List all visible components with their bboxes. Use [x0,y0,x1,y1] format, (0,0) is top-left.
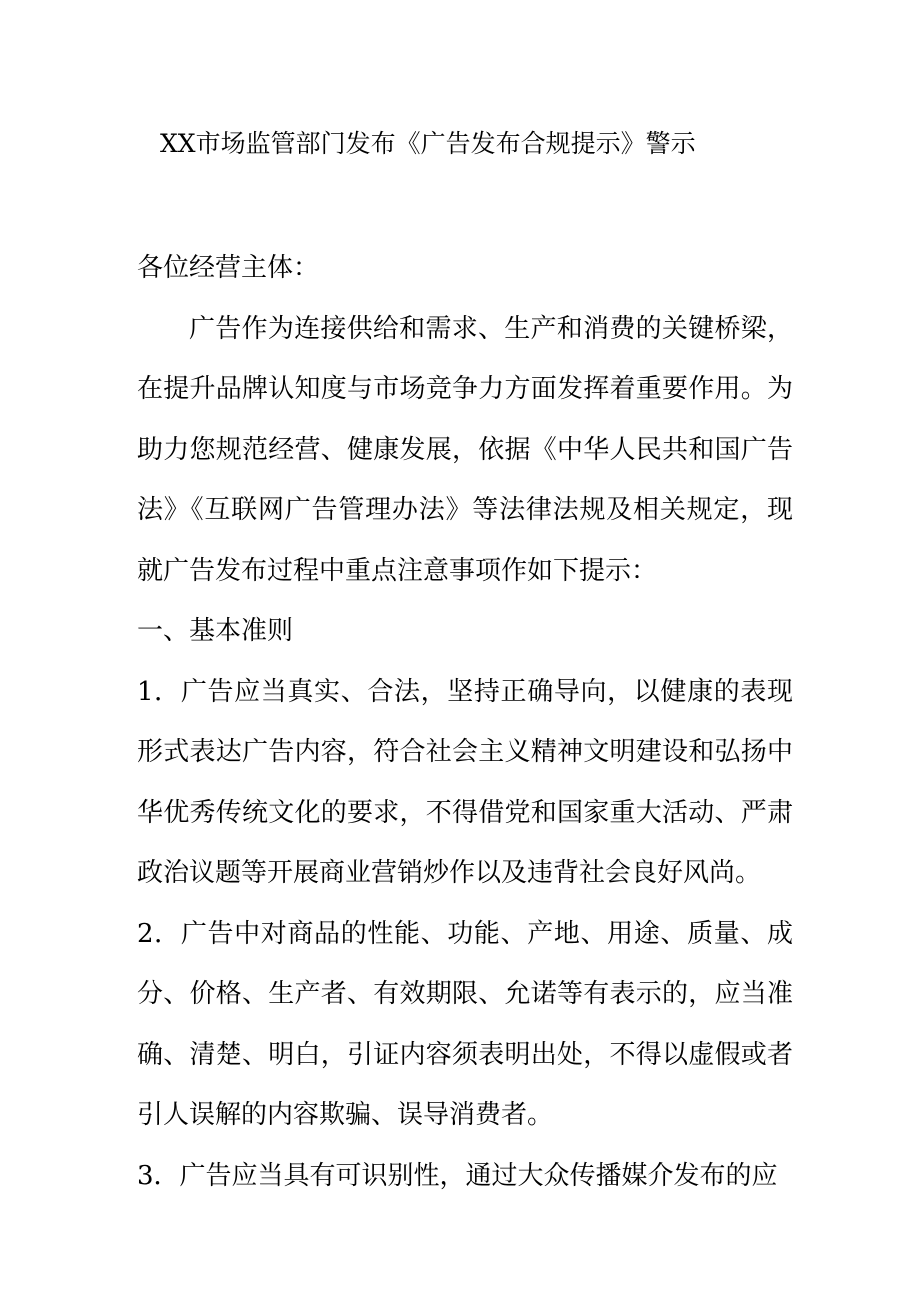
section-heading: 一、基本准则 [137,616,294,646]
document-title: XX市场监管部门发布《广告发布合规提示》警示 [160,129,696,158]
document-body [137,238,793,1206]
list-item: 1．广告应当真实、合法，坚持正确导向，以健康的表现形式表达广告内容，符合社会主义精神文明建设和弘扬中华优秀传统文化的要求，不得借党和国家重大活动、严肃政治议题等开展商业营销炒作以及违背社会良好风尚。 [137,676,793,888]
list-item: 2．广告中对商品的性能、功能、产地、用途、质量、成分、价格、生产者、有效期限、允诺等有表示的，应当准确、清楚、明白，引证内容须表明出处，不得以虚假或者引人误解的内容欺骗、误导消费者。 [137,918,793,1130]
list-item: 3．广告应当具有可识别性，通过大众传播媒介发布的应 [137,1160,778,1191]
salutation: 各位经营主体： [137,253,320,283]
intro-paragraph: 广告作为连接供给和需求、生产和消费的关键桥梁，在提升品牌认知度与市场竞争力方面发挥着重要作用。为助力您规范经营、健康发展，依据《中华人民共和国广告法》《互联网广告管理办法》等法律法规及相关规定，现就广告发布过程中重点注意事项作如下提示： [137,313,793,586]
